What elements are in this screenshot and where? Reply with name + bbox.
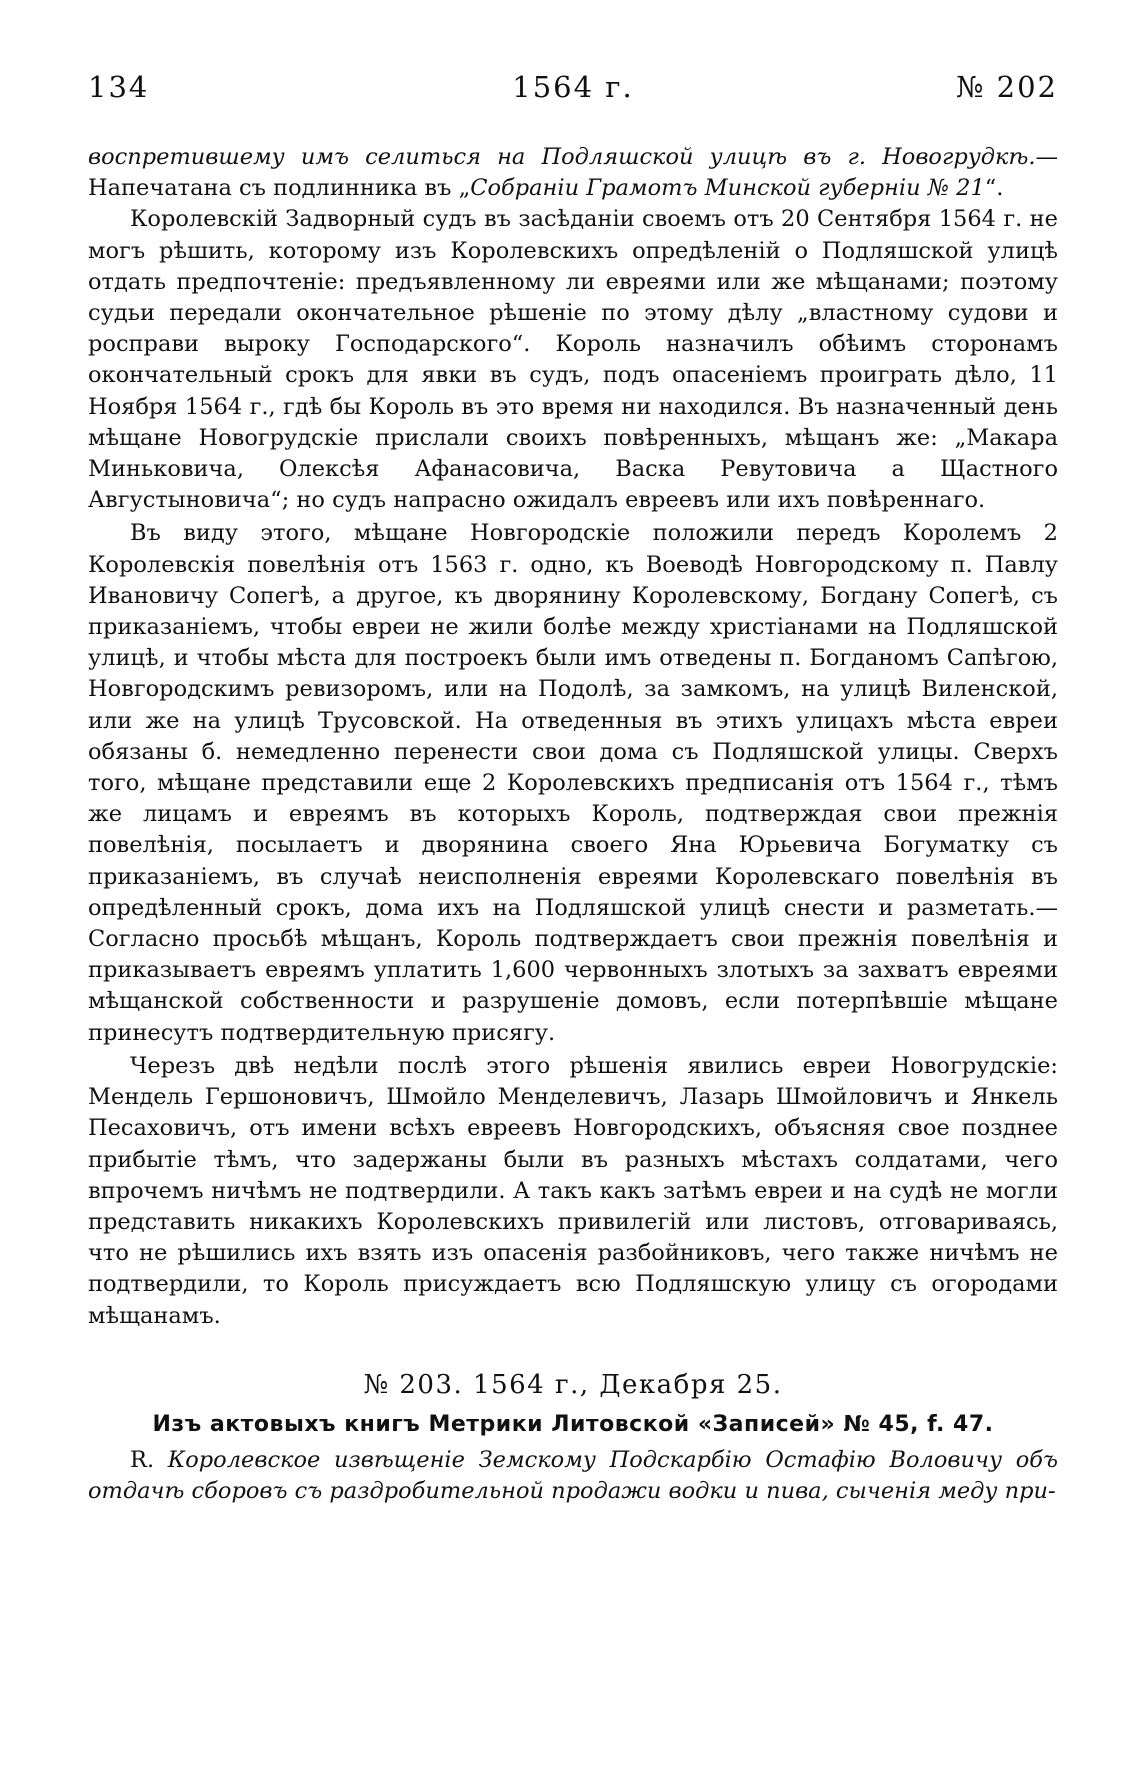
document-number: № 202 [955,70,1058,104]
next-document-heading: № 203. 1564 г., Декабря 25. [363,1369,783,1400]
paragraph-court-session: Королевскій Задворный судъ въ засѣданіи своемъ отъ 20 Сентября 1564 г. не могъ рѣшить, которому изъ Королевскихъ опредѣленій о Подляшской улицѣ отдать предпочтеніе: предъявленному ли евреями или же мѣщанами; поэтому судьи передали окончательное рѣшеніе по этому дѣлу „властному судови и росправи выроку Господарского“. Король назначилъ обѣимъ сторонамъ окончательный срокъ для явки въ судъ, подъ опасеніемъ проиграть дѣло, 11 Ноября 1564 г., гдѣ бы Король въ это время ни находился. Въ назначенный день мѣщане Новогрудскіе прислали своихъ повѣренныхъ, мѣщанъ же: „Макара Миньковича, Олексѣя Афанасовича, Васка Ревутовича а Щастного Августыновича“; но судъ напрасно ожидалъ евреевъ или ихъ повѣреннаго. [88,206,1058,514]
document-body [88,142,1058,1507]
paragraph-verdict: Черезъ двѣ недѣли послѣ этого рѣшенія явились евреи Новогрудскіе: Мендель Гершоновичъ, Шмойло Менделевичъ, Лазарь Шмойловичъ и Янкель Песаховичъ, отъ имени всѣхъ евреевъ Новгородскихъ, объясняя свое позднее прибытіе тѣмъ, что задержаны были въ разныхъ мѣстахъ солдатами, чего впрочемъ ничѣмъ не подтвердили. А такъ какъ затѣмъ евреи и на судѣ не могли представить никакихъ Королевскихъ привилегій или листовъ, отговариваясь, что не рѣшились ихъ взять изъ опасенія разбойниковъ, чего также ничѣмъ не подтвердили, то Король присуждаетъ всю Подляшскую улицу съ огородами мѣщанамъ. [88,1052,1058,1329]
paragraph-royal-orders: Въ виду этого, мѣщане Новгородскіе положили передъ Королемъ 2 Королевскія повелѣнія отъ 1563 г. одно, къ Воеводѣ Новгородскому п. Павлу Ивановичу Сопегѣ, а другое, къ дворянину Королевскому, Богдану Сопегѣ, съ приказаніемъ, чтобы евреи не жили болѣе между христіанами на Подляшской улицѣ, и чтобы мѣста для построекъ были имъ отведены п. Богданомъ Сапѣгою, Новгородскимъ ревизоромъ, или на Подолѣ, за замкомъ, на улицѣ Виленской, или же на улицѣ Трусовской. На отведенныя въ этихъ улицахъ мѣста евреи обязаны б. немедленно перенести свои дома съ Подляшской улицы. Сверхъ того, мѣщане представили еще 2 Королевскихъ предписанія отъ 1564 г., тѣмъ же лицамъ и евреямъ въ которыхъ Король, подтверждая свои прежнія повелѣнія, посылаетъ и дворянина своего Яна Юрьевича Богуматку съ приказаніемъ, въ случаѣ неисполненія евреями Королевскаго повелѣнія въ опредѣленный срокъ, дома ихъ на Подляшской улицѣ снести и разметать.—Согласно просьбѣ мѣщанъ, Король подтверждаетъ свои прежнія повелѣнія и приказываетъ евреямъ уплатить 1,600 червонныхъ злотыхъ за захватъ евреями мѣщанской собственности и разрушеніе домовъ, если потерпѣвшіе мѣщане принесутъ подтвердительную присягу. [88,520,1058,1046]
summary-lead: R. [130,1446,168,1473]
header-year: 1564 г. [512,70,634,104]
continuation-paragraph [88,142,1058,204]
page-number: 134 [88,70,150,104]
continuation-italic: воспретившему имъ селиться на Подляшской улицѣ въ г. Новогрудкѣ. [88,144,1036,170]
page-header [88,70,1058,110]
summary-italic: Королевское извѣщеніе Земскому Подскарбію Остафію Воловичу объ отдачѣ сборовъ съ раздробительной продажи водки и пива, сыченія меду при- [88,1446,1058,1504]
continuation-close: “. [984,175,1004,202]
next-document-summary [88,1445,1058,1507]
continuation-tail: —Напечатана съ подлинника въ „ [88,144,1058,202]
source-title: Собраніи Грамотъ Минской губерніи № 21 [470,175,985,202]
next-document-source: Изъ актовыхъ книгъ Метрики Литовской «Записей» № 45, f. 47. [152,1411,994,1437]
